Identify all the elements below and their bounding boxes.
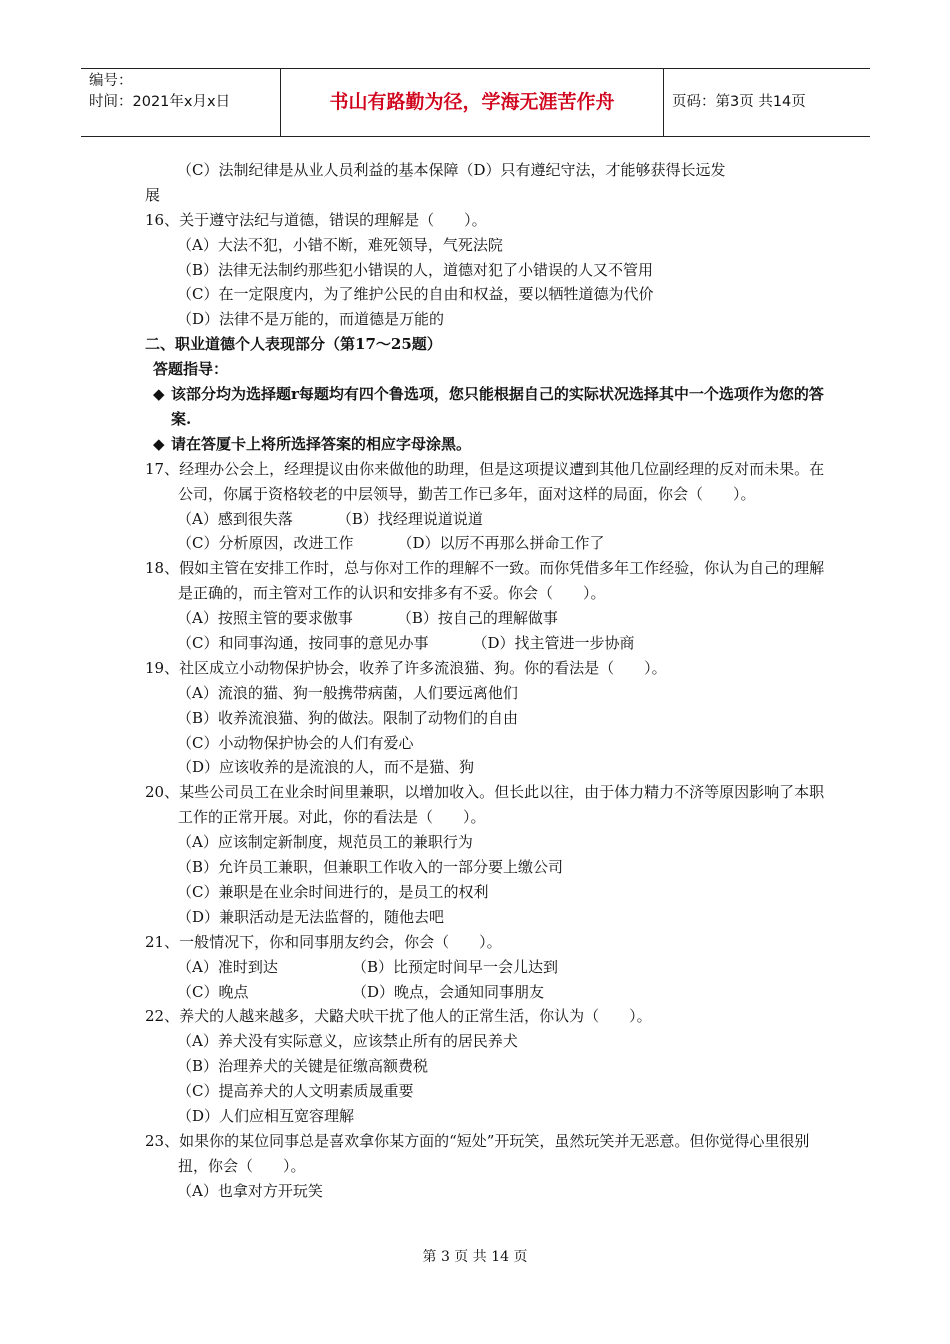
question-17-option-c: （C）分析原因，改进工作 (177, 534, 354, 553)
question-17-option-b: （B）找经理说道说道 (336, 509, 483, 528)
question-19-option-a: （A）流浪的猫、狗一般携带病菌，人们要远离他们 (177, 683, 518, 702)
question-23-option-a: （A）也拿对方开玩笑 (177, 1181, 323, 1200)
question-16-option-c: （C）在一定限度内，为了维护公民的自由和权益，要以牺牲道德为代价 (177, 285, 654, 304)
header-page-info: 页码：第3页 共14页 (672, 94, 806, 110)
question-18-stem: 18、假如主管在安排工作时，总与你对工作的理解不一致。而你凭借多年工作经验，你认为自己的理解是正确的，而主管对工作的认识和安排多有不妥。你会（ ）。 (145, 559, 825, 603)
section-title: 二、职业道德个人表现部分（第17～25题） (145, 335, 442, 354)
question-22-option-c: （C）提高养犬的人文明素质晟重要 (177, 1082, 414, 1101)
question-22-option-b: （B）治理养犬的关键是征缴高额费税 (177, 1057, 429, 1076)
page-header (81, 68, 870, 137)
guide-bullet-2 (145, 432, 825, 457)
header-motto: 书山有路勤为径，学海无涯苦作舟 (281, 69, 664, 136)
question-21-options-ab (145, 955, 825, 980)
question-16-option-d: （D）法律不是万能的，而道德是万能的 (177, 310, 445, 329)
question-21-option-d: （D）晚点，会通知同事朋友 (352, 982, 545, 1001)
question-16-stem: 16、关于遵守法纪与道德，错误的理解是（ ）。 (145, 210, 487, 229)
guide-bullet-2-text: 请在答厦卡上将所选择答案的相应字母涂黑。 (171, 434, 472, 453)
question-20-option-c: （C）兼职是在业余时间进行的，是员工的权利 (177, 882, 489, 901)
question-17-options-ab (145, 507, 825, 532)
question-17-option-d: （D）以厉不再那么拼命工作了 (397, 534, 605, 553)
question-20-option-d: （D）兼职活动是无法监督的，随他去吧 (177, 907, 445, 926)
question-19-option-c: （C）小动物保护协会的人们有爱心 (177, 733, 414, 752)
question-21-option-a: （A）准时到达 (177, 957, 278, 976)
question-21-stem: 21、一般情况下，你和同事朋友约会，你会（ ）。 (145, 932, 502, 951)
question-21-options-cd (145, 980, 825, 1005)
document-body (145, 158, 825, 1204)
question-19-option-b: （B）收养流浪猫、狗的做法。限制了动物们的自由 (177, 708, 519, 727)
question-16-option-b: （B）法律无法制约那些犯小错误的人，道德对犯了小错误的人又不管用 (177, 260, 654, 279)
q15-continuation-line: （C）法制纪律是从业人员利益的基本保障（D）只有遵纪守法，才能够获得长远发 (177, 161, 726, 179)
question-21-option-b: （B）比预定时间早一会儿达到 (352, 957, 559, 976)
question-22-stem: 22、养犬的人越来越多，犬䶅犬吠干扰了他人的正常生活，你认为（ ）。 (145, 1007, 652, 1026)
guide-title: 答题指导： (153, 360, 229, 379)
page-footer: 第 3 页 共 14 页 (422, 1249, 528, 1265)
question-18-options-ab (145, 606, 825, 631)
question-17-option-a: （A）感到很失落 (177, 509, 293, 528)
question-18-option-a: （A）按照主管的要求傲事 (177, 609, 353, 628)
question-19-stem: 19、社区成立小动物保护协会，收养了许多流浪猫、狗。你的看法是（ ）。 (145, 658, 667, 677)
question-20-option-b: （B）允许员工兼职，但兼职工作收入的一部分要上缴公司 (177, 858, 564, 877)
question-18-option-b: （B）按自己的理解做事 (396, 609, 558, 628)
header-meta (81, 69, 281, 136)
diamond-bullet-icon: ◆ (153, 434, 165, 453)
guide-bullet-1 (145, 382, 825, 432)
question-17-stem: 17、经理办公会上，经理提议由你来做他的助理，但是这项提议遭到其他几位副经理的反对而未果。在公司，你属于资格较老的中层领导，勤苦工作已多年，面对这样的局面，你会（ ）。 (145, 459, 825, 503)
q15-continuation-tail: 展 (145, 185, 161, 204)
question-16-option-a: （A）大法不犯，小错不断，难死领导，气死法院 (177, 235, 503, 254)
guide-bullet-1-text: 该部分均为选择题r每题均有四个鲁选项，您只能根据自己的实际状况选择其中一个选项作为您的答案. (171, 385, 824, 428)
question-22-option-a: （A）养犬没有实际意义，应该禁止所有的居民养犬 (177, 1032, 518, 1051)
question-18-options-cd (145, 631, 825, 656)
question-22-option-d: （D）人们应相互宽容理解 (177, 1106, 355, 1125)
date-label: 时间：2021年x月x日 (89, 94, 231, 110)
question-17-options-cd (145, 531, 825, 556)
diamond-bullet-icon: ◆ (153, 385, 165, 404)
question-20-option-a: （A）应该制定新制度，规范员工的兼职行为 (177, 833, 473, 852)
question-23-stem: 23、如果你的某位同事总是喜欢拿你某方面的“短处”开玩笑，虽然玩笑并无恶意。但你觉得心里很别扭，你会（ ）。 (145, 1131, 810, 1175)
question-18-option-d: （D）找主管进一步协商 (472, 634, 635, 653)
doc-number-label: 编号： (89, 73, 133, 89)
question-18-option-c: （C）和同事沟通，按同事的意见办事 (177, 634, 429, 653)
question-20-stem: 20、某些公司员工在业余时间里兼职，以增加收入。但长此以往，由于体力精力不济等原因影响了本职工作的正常开展。对此，你的看法是（ ）。 (145, 783, 825, 827)
question-19-option-d: （D）应该收养的是流浪的人，而不是猫、狗 (177, 758, 475, 777)
question-21-option-c: （C）晚点 (177, 982, 249, 1001)
